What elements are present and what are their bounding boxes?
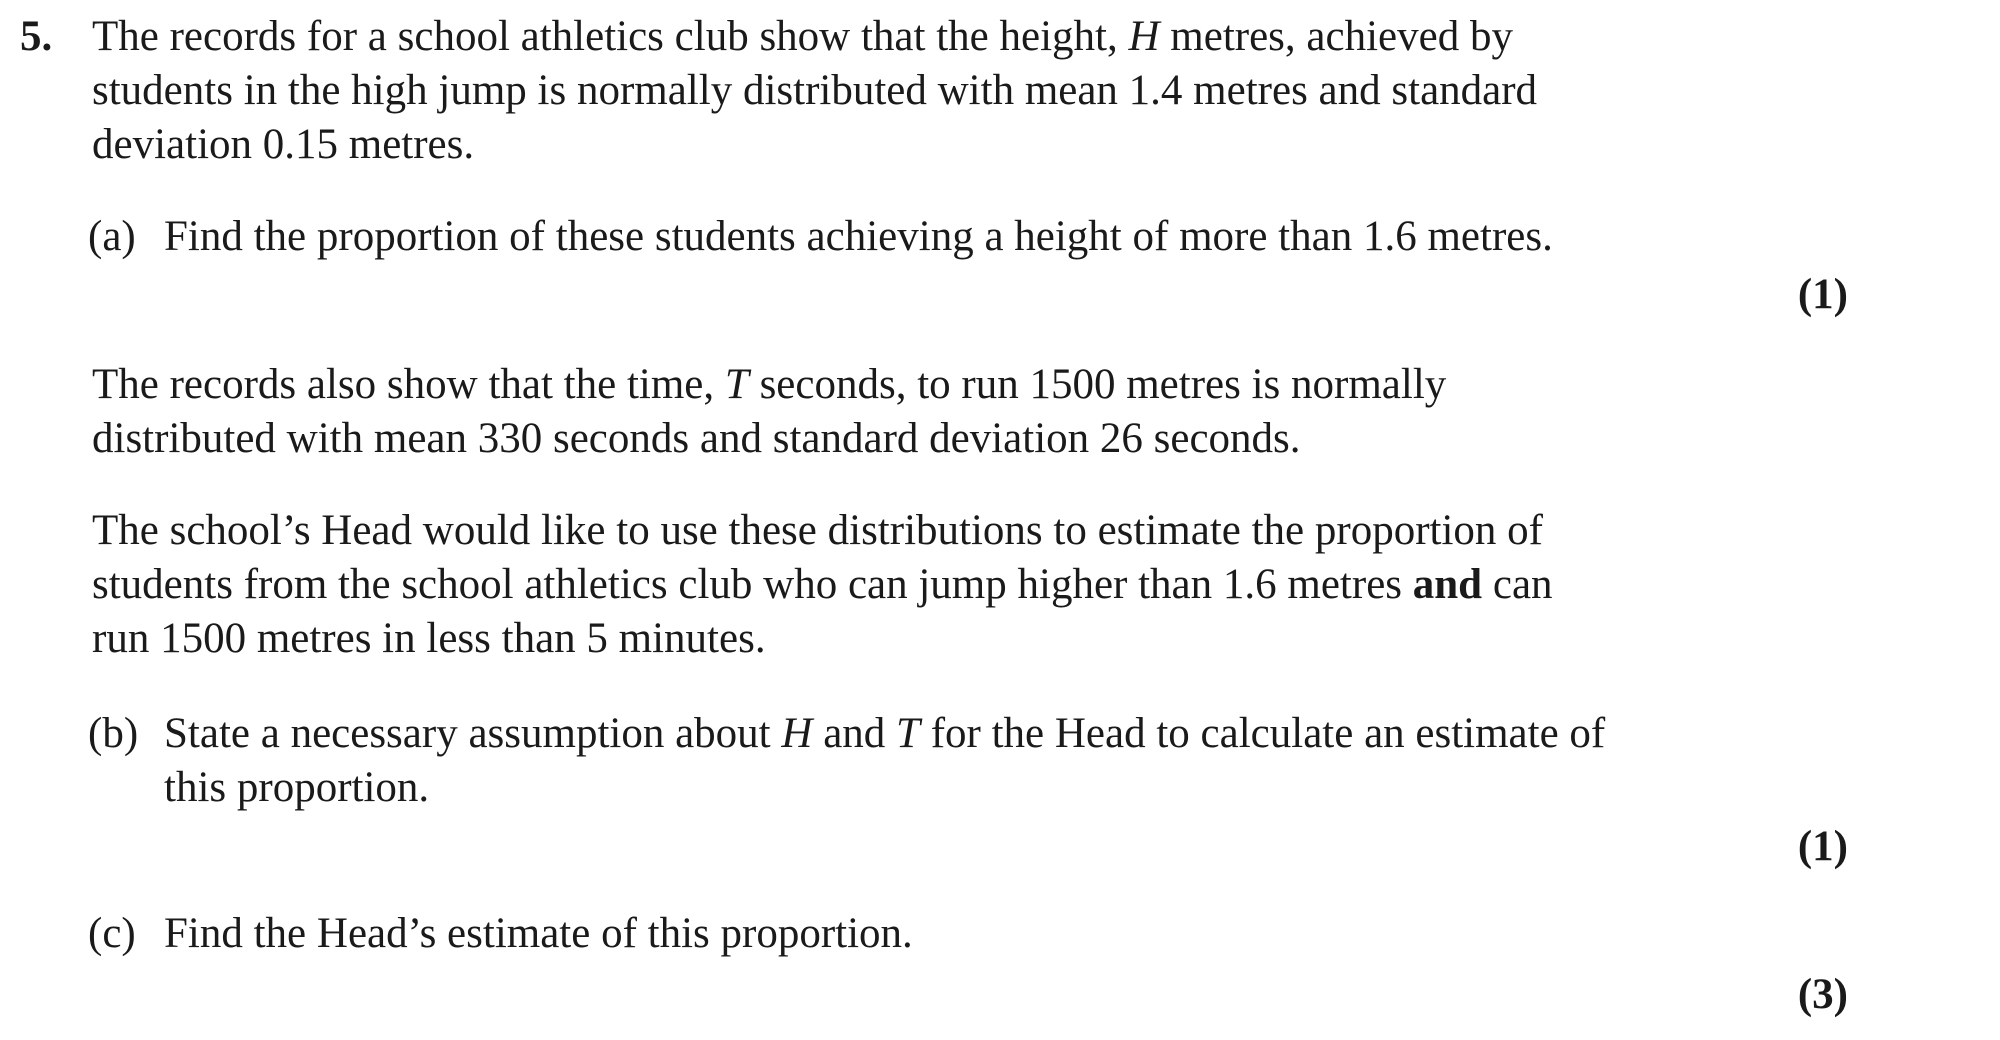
part-b-line-1-mid: and [812, 710, 897, 757]
intro-line-2: students in the high jump is normally distributed with mean 1.4 metres and standard [92, 67, 1538, 114]
part-b-line-1-tail: for the Head to calculate an estimate of [919, 710, 1606, 757]
emphasis-and: and [1412, 561, 1483, 608]
para1-line-1-text: The records also show that the time, [92, 361, 725, 408]
para1-line-1 [92, 358, 1792, 412]
intro-line-1-tail: metres, achieved by [1159, 13, 1513, 60]
part-b-line-1 [164, 707, 1784, 761]
question-intro [92, 10, 1792, 172]
variable-t: T [724, 361, 749, 408]
para1-line-1-tail: seconds, to run 1500 metres is normally [748, 361, 1447, 408]
variable-h-b: H [781, 710, 813, 757]
para2-line-2 [92, 558, 1792, 612]
part-b-line-1-text: State a necessary assumption about [164, 710, 782, 757]
intro-line-1-text: The records for a school athletics club show that the height, [92, 13, 1129, 60]
part-b-marks: (1) [1797, 823, 1848, 870]
head-estimate-paragraph [92, 504, 1792, 666]
variable-t-b: T [896, 710, 920, 757]
para2-line-2-tail: can [1482, 561, 1553, 608]
intro-line-1 [92, 10, 1792, 64]
part-c-label: (c) [88, 910, 136, 957]
para2-line-3: run 1500 metres in less than 5 minutes. [92, 615, 766, 662]
part-b-text [164, 707, 1784, 815]
question-number: 5. [20, 13, 53, 60]
part-a-text: Find the proportion of these students achieving a height of more than 1.6 metres. [164, 213, 1553, 260]
part-b-line-2: this proportion. [164, 764, 430, 811]
para2-line-2-text: students from the school athletics club who can jump higher than 1.6 metres [92, 561, 1413, 608]
variable-h: H [1128, 13, 1160, 60]
time-distribution-paragraph [92, 358, 1792, 466]
part-a-marks: (1) [1797, 271, 1848, 318]
para2-line-1: The school’s Head would like to use these distributions to estimate the proportion of [92, 507, 1543, 554]
para1-line-2: distributed with mean 330 seconds and standard deviation 26 seconds. [92, 415, 1301, 462]
part-a-label: (a) [88, 213, 136, 260]
part-b-label: (b) [88, 710, 139, 757]
part-c-text: Find the Head’s estimate of this proportion. [164, 910, 913, 957]
part-c-marks: (3) [1797, 971, 1848, 1018]
intro-line-3: deviation 0.15 metres. [92, 121, 475, 168]
